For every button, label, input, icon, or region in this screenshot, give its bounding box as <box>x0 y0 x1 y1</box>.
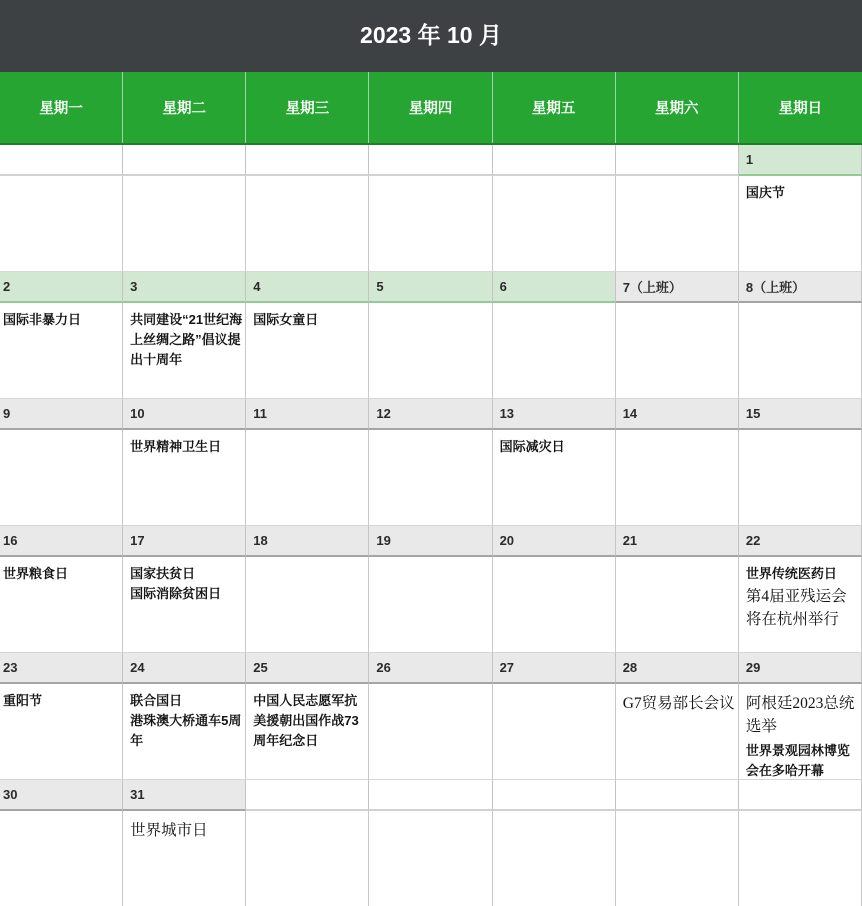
date-label: 29 <box>745 660 761 675</box>
event-row <box>0 684 862 780</box>
event-text: 国家扶贫日 <box>130 566 196 581</box>
date-row <box>0 526 862 557</box>
event-cell <box>246 811 369 906</box>
date-cell <box>123 272 246 303</box>
date-label: 4 <box>253 279 261 294</box>
date-cell <box>493 145 616 176</box>
date-cell <box>493 399 616 430</box>
date-cell <box>246 145 369 176</box>
event-text: G7贸易部长会议 <box>622 695 735 712</box>
date-label: 2 <box>3 279 11 294</box>
date-label: 21 <box>622 533 638 548</box>
date-label: 3 <box>130 279 138 294</box>
date-cell <box>246 526 369 557</box>
event-cell <box>739 430 862 526</box>
event-cell <box>123 684 246 780</box>
event-cell <box>739 684 862 780</box>
event-text: 国际减灾日 <box>499 439 565 454</box>
date-label: 14 <box>622 406 638 421</box>
event-cell <box>493 557 616 653</box>
date-cell <box>493 272 616 303</box>
date-row <box>0 653 862 684</box>
event-row <box>0 303 862 399</box>
date-cell <box>616 272 739 303</box>
date-cell <box>739 780 862 811</box>
event-cell <box>369 176 492 272</box>
event-text: 国庆节 <box>745 185 785 200</box>
event-cell <box>369 557 492 653</box>
event-cell <box>0 811 123 906</box>
date-label: 16 <box>3 533 18 548</box>
event-text: 国际女童日 <box>253 312 319 327</box>
date-label: 30 <box>3 787 18 802</box>
event-cell <box>246 430 369 526</box>
date-cell <box>0 145 123 176</box>
event-cell <box>123 176 246 272</box>
date-label: 9 <box>3 406 11 421</box>
event-text: 国际消除贫困日 <box>130 586 222 601</box>
event-cell <box>0 557 123 653</box>
event-text: 世界传统医药日 <box>745 566 837 581</box>
weekday-header-thursday: 星期四 <box>369 72 492 143</box>
event-cell <box>739 303 862 399</box>
date-cell <box>246 653 369 684</box>
event-cell <box>616 430 739 526</box>
event-row <box>0 430 862 526</box>
event-cell <box>369 303 492 399</box>
date-cell <box>369 653 492 684</box>
event-text: 重阳节 <box>3 693 43 708</box>
event-cell <box>616 684 739 780</box>
date-cell <box>369 145 492 176</box>
event-cell <box>616 176 739 272</box>
event-cell <box>0 430 123 526</box>
date-row <box>0 780 862 811</box>
date-cell <box>246 780 369 811</box>
event-cell <box>0 176 123 272</box>
date-label: 22 <box>745 533 761 548</box>
date-cell <box>246 399 369 430</box>
date-cell <box>493 526 616 557</box>
date-cell <box>739 399 862 430</box>
event-text: 国际非暴力日 <box>3 312 82 327</box>
date-cell <box>246 272 369 303</box>
date-cell <box>0 399 123 430</box>
date-label: 12 <box>376 406 391 421</box>
date-cell <box>0 653 123 684</box>
date-label: 10 <box>130 406 145 421</box>
event-cell <box>123 430 246 526</box>
date-label: 15 <box>745 406 761 421</box>
event-cell <box>493 811 616 906</box>
weekday-header-wednesday: 星期三 <box>246 72 369 143</box>
weekday-header-sunday: 星期日 <box>778 101 823 117</box>
weekday-header-row <box>0 72 862 145</box>
date-label: 27 <box>499 660 515 675</box>
date-cell <box>369 272 492 303</box>
date-label: 13 <box>499 406 515 421</box>
date-label: 19 <box>376 533 391 548</box>
date-cell <box>0 272 123 303</box>
date-row <box>0 399 862 430</box>
event-text: 世界精神卫生日 <box>130 439 222 454</box>
event-text: 世界景观园林博览会在多哈开幕 <box>745 743 850 778</box>
weekday-header-tuesday: 星期二 <box>123 72 246 143</box>
event-text: 世界粮食日 <box>3 566 69 581</box>
date-cell <box>616 780 739 811</box>
event-cell <box>739 557 862 653</box>
event-cell <box>369 811 492 906</box>
event-text: 第4届亚残运会将在杭州举行 <box>745 588 847 628</box>
event-cell <box>123 557 246 653</box>
event-cell <box>246 557 369 653</box>
event-cell <box>739 176 862 272</box>
date-label: 17 <box>130 533 145 548</box>
date-row <box>0 145 862 176</box>
date-cell <box>369 526 492 557</box>
event-row <box>0 811 862 906</box>
date-label: 20 <box>499 533 515 548</box>
date-cell <box>123 399 246 430</box>
date-cell <box>123 526 246 557</box>
date-label: 24 <box>130 660 145 675</box>
date-label: 11 <box>253 406 268 421</box>
date-label: 1 <box>745 152 754 167</box>
event-text: 阿根廷2023总统选举 <box>745 695 855 735</box>
date-label: 26 <box>376 660 391 675</box>
date-label: 25 <box>253 660 268 675</box>
weekday-header-monday: 星期一 <box>0 72 123 143</box>
date-label: 28 <box>622 660 638 675</box>
date-cell <box>616 399 739 430</box>
event-cell <box>0 303 123 399</box>
event-text: 港珠澳大桥通车5周年 <box>130 713 242 748</box>
event-cell <box>369 684 492 780</box>
date-cell <box>123 145 246 176</box>
date-cell <box>0 526 123 557</box>
event-cell <box>0 684 123 780</box>
date-row <box>0 272 862 303</box>
calendar-grid <box>0 145 862 906</box>
event-cell <box>246 176 369 272</box>
event-cell <box>123 303 246 399</box>
event-row <box>0 176 862 272</box>
date-cell <box>493 653 616 684</box>
event-cell <box>616 303 739 399</box>
date-cell <box>739 526 862 557</box>
event-cell <box>493 430 616 526</box>
event-text: 中国人民志愿军抗美援朝出国作战73周年纪念日 <box>253 693 359 748</box>
date-cell <box>369 399 492 430</box>
date-label: 31 <box>130 787 145 802</box>
event-cell <box>493 176 616 272</box>
event-cell <box>123 811 246 906</box>
date-cell <box>369 780 492 811</box>
date-label: 8（上班） <box>745 280 806 295</box>
date-cell <box>0 780 123 811</box>
date-cell <box>739 145 862 176</box>
event-text: 共同建设“21世纪海上丝绸之路”倡议提出十周年 <box>130 312 243 367</box>
date-label: 18 <box>253 533 268 548</box>
weekday-header-friday: 星期五 <box>493 72 616 143</box>
date-cell <box>616 653 739 684</box>
date-cell <box>739 653 862 684</box>
date-label: 5 <box>376 279 384 294</box>
date-label: 7（上班） <box>622 280 682 295</box>
weekday-header-saturday: 星期六 <box>616 72 739 143</box>
event-text: 世界城市日 <box>130 822 208 839</box>
date-cell <box>616 145 739 176</box>
event-cell <box>616 557 739 653</box>
calendar-month-title: 2023 年 10 月 <box>0 0 862 72</box>
event-cell <box>616 811 739 906</box>
date-cell <box>123 653 246 684</box>
date-label: 6 <box>499 279 507 294</box>
date-cell <box>739 272 862 303</box>
event-cell <box>246 684 369 780</box>
date-label: 23 <box>3 660 18 675</box>
event-cell <box>493 303 616 399</box>
event-cell <box>246 303 369 399</box>
event-cell <box>739 811 862 906</box>
date-cell <box>493 780 616 811</box>
event-cell <box>369 430 492 526</box>
date-cell <box>123 780 246 811</box>
event-text: 联合国日 <box>130 693 183 708</box>
event-row <box>0 557 862 653</box>
event-cell <box>493 684 616 780</box>
date-cell <box>616 526 739 557</box>
